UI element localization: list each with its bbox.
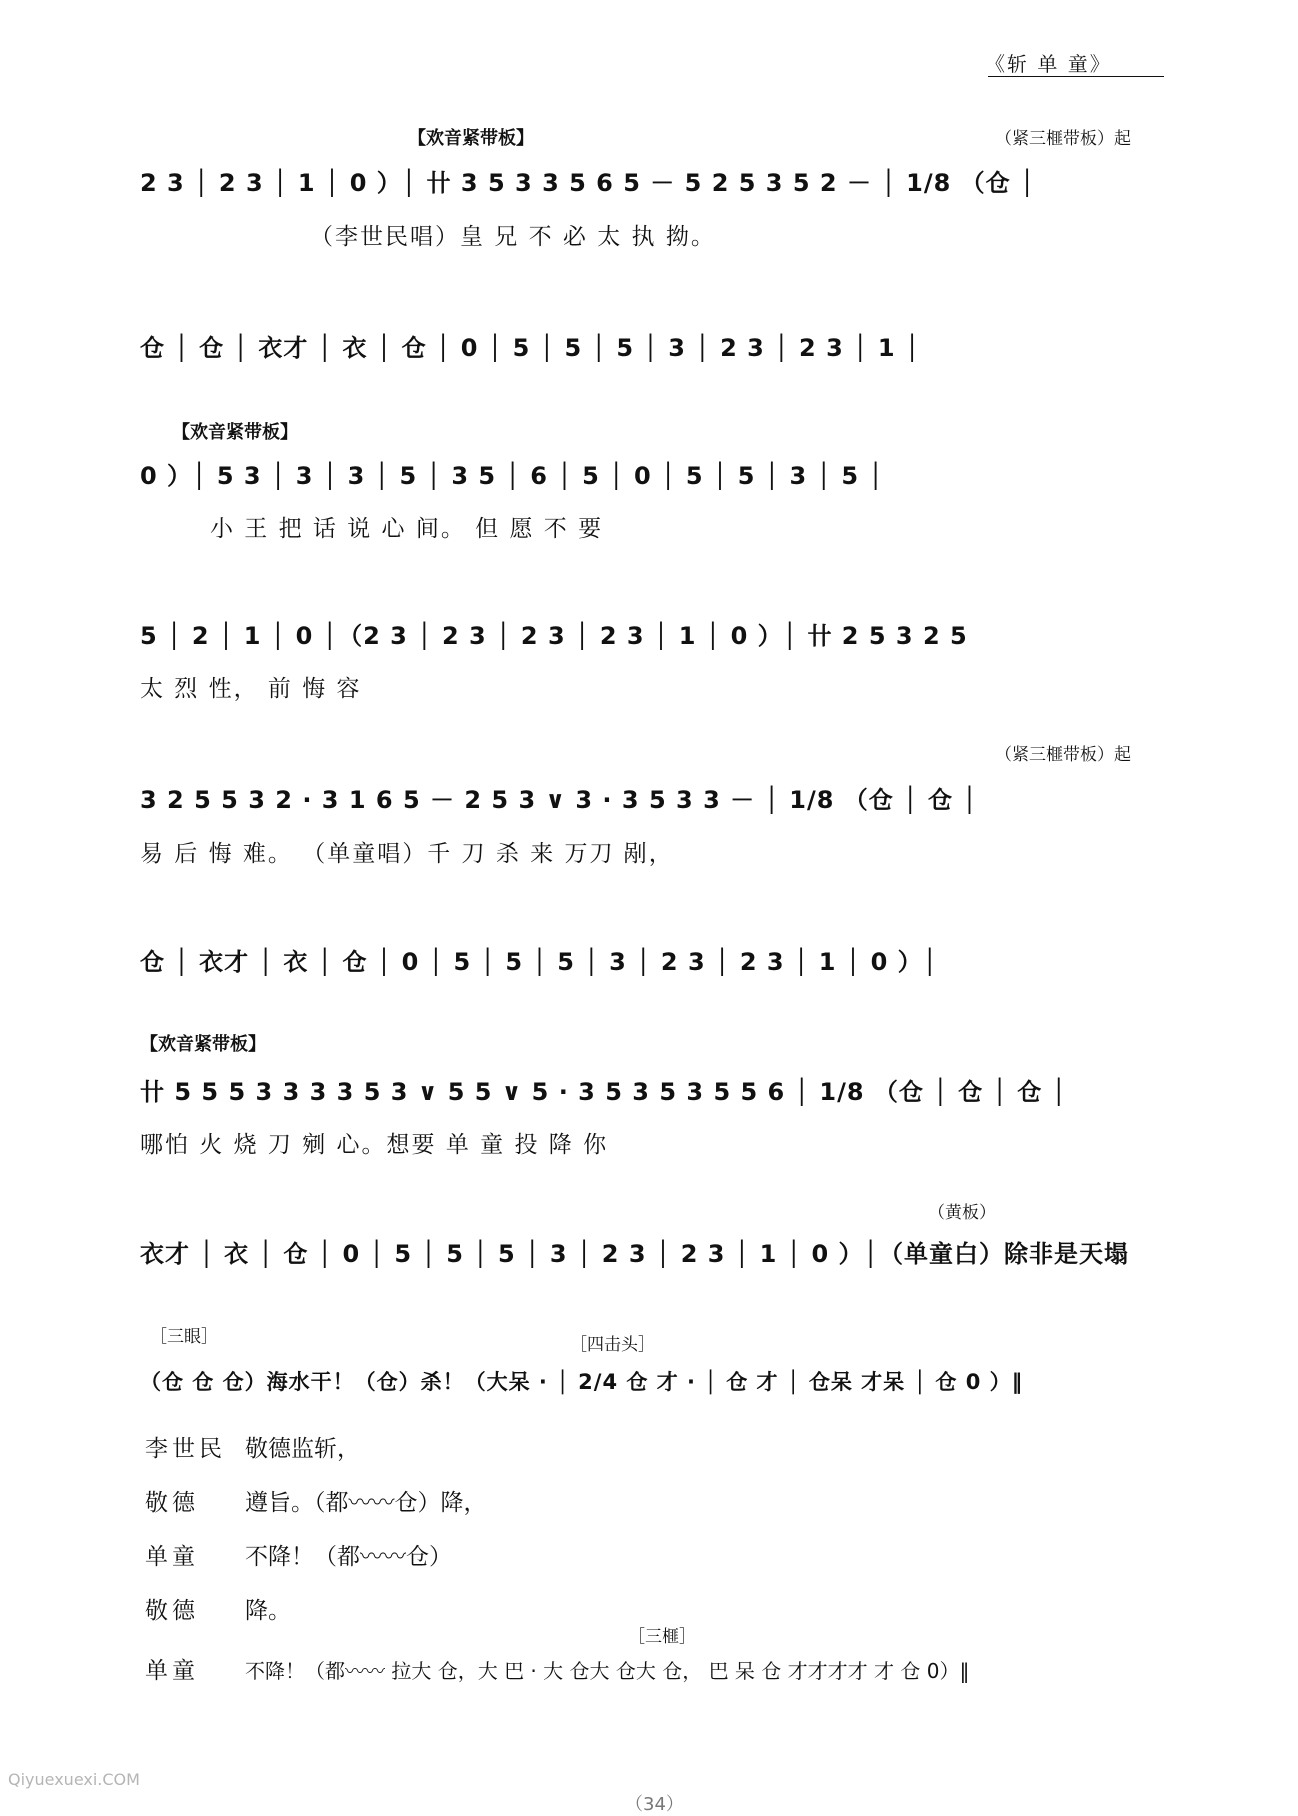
lyric-line-7: 哪怕 火 烧 刀 剜 心。想要 单 童 投 降 你	[140, 1132, 609, 1158]
dialogue-row	[145, 1592, 291, 1625]
score-line-8: 衣才 │ 衣 │ 仓 │ 0 │ 5 │ 5 │ 5 │ 3 │ 2 3 │ 2 3 │ 1 │ 0 ）│（单童白）除非是天塌	[140, 1240, 1129, 1268]
lyric-line-5: 易 后 悔 难。 （单童唱）千 刀 杀 来 万刀 剐，	[140, 841, 674, 867]
score-line-5: 3 2 5 5 3 2 · 3 1 6 5 － 2 5 3 ∨ 3 · 3 5 3 3 － │ 1/8 （仓 │ 仓 │	[140, 786, 978, 814]
speaker-name: 敬德	[145, 1490, 199, 1516]
lyric-line-4: 太 烈 性， 前 悔 容	[140, 676, 362, 702]
section-label-huangban: （黄板）	[928, 1203, 996, 1223]
tempo-marking-2: （紧三榧带板）起	[995, 745, 1131, 765]
section-label-huanyin-1: 【欢音紧带板】	[408, 128, 534, 149]
dialogue-text: 降。	[245, 1598, 291, 1624]
dialogue-row	[145, 1430, 360, 1463]
section-label-sanyan: ［三眼］	[150, 1327, 218, 1347]
score-line-3: 0 ）│ 5 3 │ 3 │ 3 │ 5 │ 3 5 │ 6 │ 5 │ 0 │ 5 │ 5 │ 3 │ 5 │	[140, 462, 884, 490]
section-label-sijitou: ［四击头］	[570, 1335, 655, 1355]
score-line-2: 仓 │ 仓 │ 衣才 │ 衣 │ 仓 │ 0 │ 5 │ 5 │ 5 │ 3 │ 2 3 │ 2 3 │ 1 │	[140, 334, 921, 362]
dialogue-text: 遵旨。（都〰〰仓）降，	[245, 1490, 487, 1516]
dialogue-text: 敬德监斩，	[245, 1436, 360, 1462]
section-label-huanyin-2: 【欢音紧带板】	[172, 422, 298, 443]
score-line-1: 2 3 │ 2 3 │ 1 │ 0 ）│ 卄 3 5 3 3 5 6 5 － 5 2 5 3 5 2 － │ 1/8 （仓 │	[140, 169, 1036, 197]
header-rule	[988, 76, 1164, 77]
dialogue-text: 不降！（都〰〰仓）	[245, 1544, 452, 1570]
dialogue-row	[145, 1538, 452, 1571]
page-header-title: 《斩 单 童》	[985, 52, 1112, 76]
section-label-huanyin-3: 【欢音紧带板】	[140, 1034, 266, 1055]
speaker-name: 敬德	[145, 1598, 199, 1624]
speaker-name: 单童	[145, 1544, 199, 1570]
speaker-name: 李世民	[145, 1436, 226, 1462]
site-watermark: Qiyuexuexi.COM	[8, 1770, 140, 1789]
dialogue-row	[145, 1484, 487, 1517]
section-label-sanchui: ［三榧］	[628, 1627, 696, 1647]
tempo-marking-1: （紧三榧带板）起	[995, 129, 1131, 149]
score-line-4: 5 │ 2 │ 1 │ 0 │（2 3 │ 2 3 │ 2 3 │ 2 3 │ 1 │ 0 ）│ 卄 2 5 3 2 5	[140, 622, 968, 650]
lyric-line-1: （李世民唱）皇 兄 不 必 太 执 拗。	[310, 224, 716, 250]
lyric-line-3: 小 王 把 话 说 心 间。 但 愿 不 要	[210, 516, 604, 542]
dialogue-row	[145, 1652, 969, 1685]
score-line-9: （仓 仓 仓）海水干！（仓）杀！（大呆 · │ 2/4 仓 才 · │ 仓 才 │ 仓呆 才呆 │ 仓 0 ）‖	[140, 1370, 1024, 1394]
speaker-name: 单童	[145, 1658, 199, 1684]
score-line-7: 卄 5 5 5 3 3 3 3 5 3 ∨ 5 5 ∨ 5 · 3 5 3 5 3 5 5 6 │ 1/8 （仓 │ 仓 │ 仓 │	[140, 1078, 1068, 1106]
score-line-6: 仓 │ 衣才 │ 衣 │ 仓 │ 0 │ 5 │ 5 │ 5 │ 3 │ 2 3 │ 2 3 │ 1 │ 0 ）│	[140, 948, 939, 976]
page-number: （34）	[625, 1794, 684, 1815]
dialogue-text: 不降！（都〰〰 拉大 仓，大 巴 · 大 仓大 仓大 仓， 巴 呆 仓 才才才才 才 仓 0）‖	[245, 1659, 970, 1683]
